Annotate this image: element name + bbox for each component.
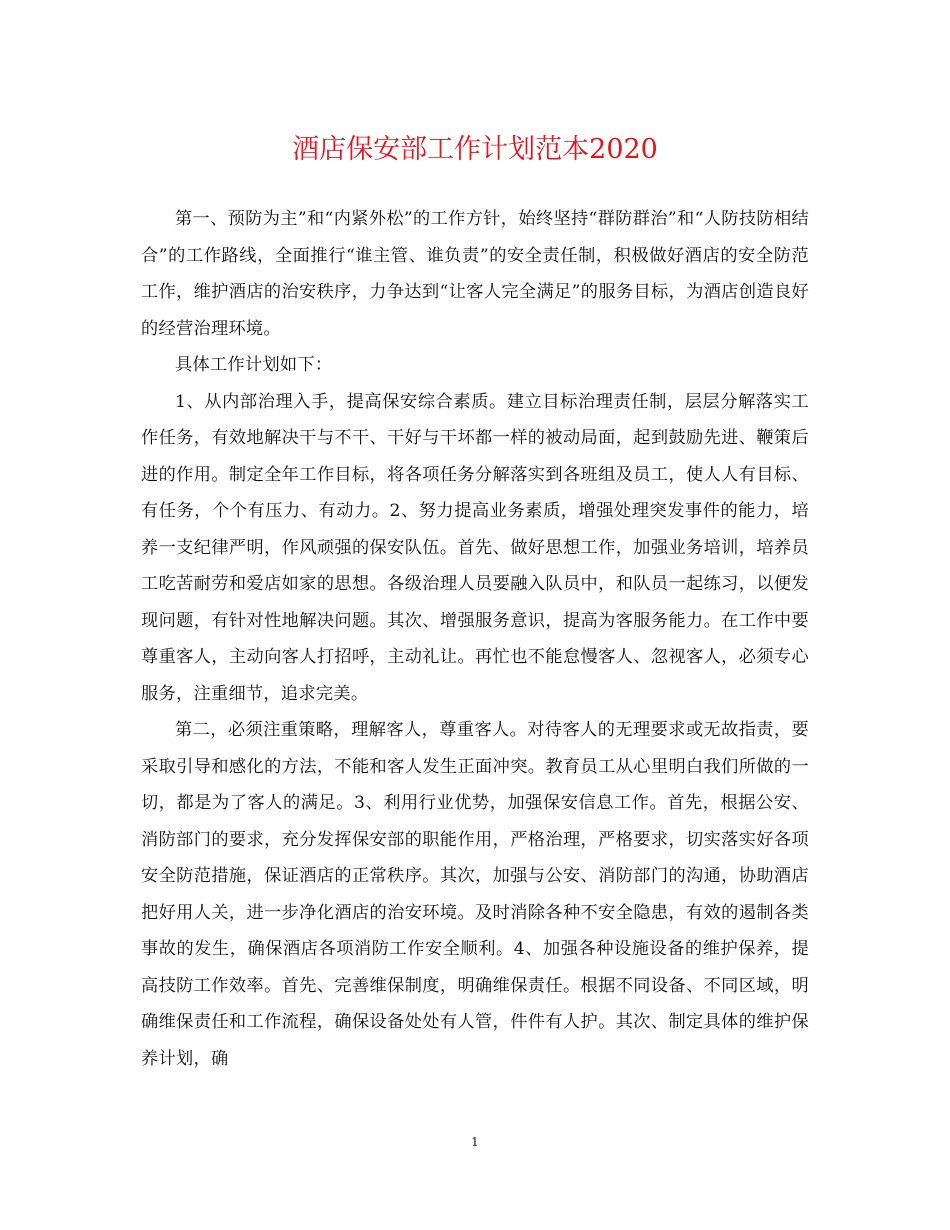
paragraph-plan-heading: 具体工作计划如下： (175, 355, 333, 375)
document-body (141, 201, 809, 1077)
document-title: 酒店保安部工作计划范本2020 (292, 134, 658, 165)
page-number: 1 (471, 1135, 479, 1149)
paragraph-intro: 第一、预防为主”和“内紧外松”的工作方针，始终坚持“群防群治”和“人防技防相结合”的工作路线，全面推行“谁主管、谁负责”的安全责任制，积极做好酒店的安全防范工作，维护酒店的治安秩序，力争达到“让客人完全满足”的服务目标，为酒店创造良好的经营治理环境。 (141, 209, 809, 339)
paragraph-section-1: 1、从内部治理入手，提高保安综合素质。建立目标治理责任制，层层分解落实工作任务，有效地解决干与不干、干好与干坏都一样的被动局面，起到鼓励先进、鞭策后进的作用。制定全年工作目标，将各项任务分解落实到各班组及员工，使人人有目标、有任务，个个有压力、有动力。2、努力提高业务素质，增强处理突发事件的能力，培养一支纪律严明，作风顽强的保安队伍。首先、做好思想工作，加强业务培训，培养员工吃苦耐劳和爱店如家的思想。各级治理人员要融入队员中，和队员一起练习，以便发现问题，有针对性地解决问题。其次、增强服务意识，提高为客服务能力。在工作中要尊重客人，主动向客人打招呼，主动礼让。再忙也不能怠慢客人、忽视客人，必须专心服务，注重细节，追求完美。 (141, 391, 809, 704)
paragraph-section-2: 第二，必须注重策略，理解客人，尊重客人。对待客人的无理要求或无故指责，要采取引导和感化的方法，不能和客人发生正面冲突。教育员工从心里明白我们所做的一切，都是为了客人的满足。3、利用行业优势，加强保安信息工作。首先，根据公安、消防部门的要求，充分发挥保安部的职能作用，严格治理，严格要求，切实落实好各项安全防范措施，保证酒店的正常秩序。其次，加强与公安、消防部门的沟通，协助酒店把好用人关，进一步净化酒店的治安环境。及时消除各种不安全隐患，有效的遏制各类事故的发生，确保酒店各项消防工作安全顺利。4、加强各种设施设备的维护保养，提高技防工作效率。首先、完善维保制度，明确维保责任。根据不同设备、不同区域，明确维保责任和工作流程，确保设备处处有人管，件件有人护。其次、制定具体的维护保养计划，确 (141, 720, 809, 1069)
